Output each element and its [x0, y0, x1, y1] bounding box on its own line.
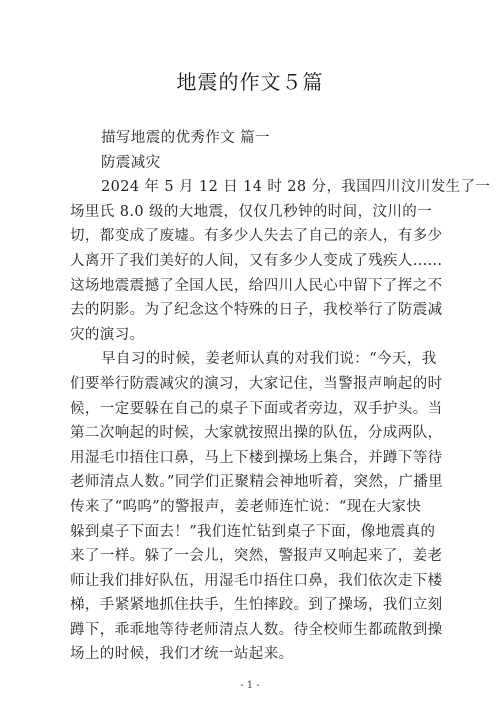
text-line: 2024 年 5 月 12 日 14 时 28 分，我国四川汶川发生了一 [101, 179, 491, 196]
text-line: 人离开了我们美好的人间，又有多少人变成了残疾人…… [70, 252, 443, 269]
text-line: 早自习的时候，姜老师认真的对我们说：“今天，我 [101, 351, 437, 368]
page-number: - 1 - [240, 680, 260, 691]
text-line: 们要举行防震减灾的演习，大家记住，当警报声响起的时 [70, 375, 443, 392]
text-line: 第二次响起的时候，大家就按照出操的队伍，分成两队， [70, 425, 443, 442]
text-line: 师让我们排好队伍，用湿毛巾捂住口鼻，我们依次走下楼 [70, 572, 443, 589]
page-title: 地震的作文５篇 [176, 70, 324, 94]
text-line: 老师清点人数。”同学们正聚精会神地听着，突然，广播里 [70, 474, 444, 491]
document-body [70, 126, 491, 667]
text-line: 梯，手紧紧地抓住扶手，生怕摔跤。到了操场，我们立刻 [70, 597, 443, 614]
text-line: 躲到桌子下面去！”我们连忙钻到桌子下面，像地震真的 [70, 523, 436, 540]
text-line: 灾的演习。 [70, 326, 145, 343]
text-line: 场里氏 8.0 级的大地震，仅仅几秒钟的时间，汶川的一 [70, 203, 433, 220]
text-line: 场上的时候，我们才统一站起来。 [70, 646, 294, 663]
text-line: 切，都变成了废墟。有多少人失去了自己的亲人，有多少 [70, 228, 443, 245]
text-line: 去的阴影。为了纪念这个特殊的日子，我校举行了防震减 [70, 302, 443, 319]
text-line: 这场地震震撼了全国人民，给四川人民心中留下了挥之不 [70, 277, 443, 294]
text-line: 蹲下，乖乖地等待老师清点人数。待全校师生都疏散到操 [70, 621, 443, 638]
text-line: 用湿毛巾捂住口鼻，马上下楼到操场上集合，并蹲下等待 [70, 449, 443, 466]
essay-title: 防震减灾 [101, 154, 161, 171]
section-heading: 描写地震的优秀作文 篇一 [101, 130, 270, 146]
text-line: 来了一样。躲了一会儿，突然，警报声又响起来了，姜老 [70, 548, 443, 565]
text-line: 传来了“呜呜”的警报声，姜老师连忙说：“现在大家快 [70, 498, 422, 515]
text-line: 候，一定要躲在自己的桌子下面或者旁边，双手护头。当 [70, 400, 443, 417]
